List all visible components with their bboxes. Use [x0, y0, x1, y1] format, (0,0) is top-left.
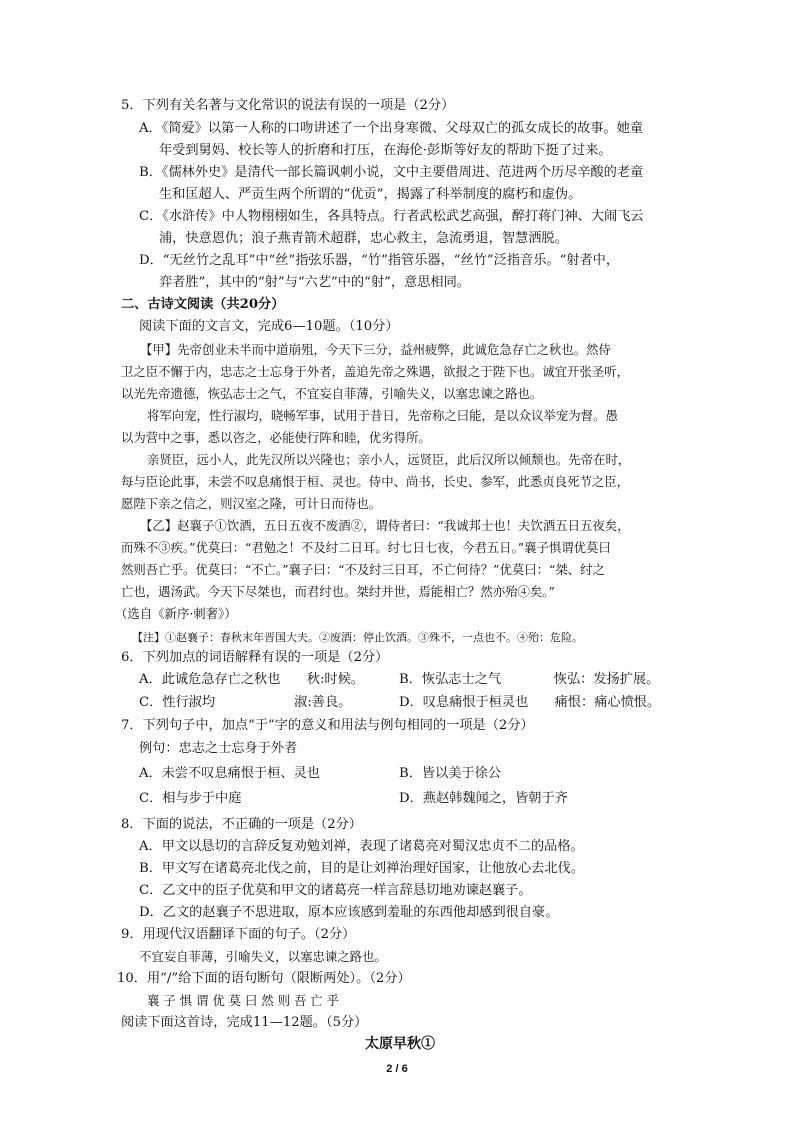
passage-yi-source: （选自《新序·刺奢》） [115, 606, 237, 621]
q7-stem: 7．下列句子中，加点“于”字的意义和用法与例句相同的一项是（2分） [121, 718, 534, 733]
q6-option-b: B．恢弘志士之气 恢弘：发扬扩展。 [399, 672, 660, 687]
q10-sentence: 襄 子 惧 谓 优 莫 曰 然 则 吾 亡 乎 [147, 993, 340, 1008]
q9-stem: 9．用现代汉语翻译下面的句子。（2分） [121, 927, 356, 942]
q9-sentence: 不宜妄自菲薄，引喻失义，以塞忠谏之路也。 [139, 949, 387, 964]
page-number: 2 / 6 [386, 1063, 408, 1075]
passage-jia-line3: 以光先帝遗德，恢弘志士之气，不宜妄自菲薄，引喻失义，以塞忠谏之路也。 [121, 386, 543, 401]
passage-jia-line2: 卫之臣不懈于内，忠志之士忘身于外者，盖追先帝之殊遇，欲报之于陛下也。诚宜开张圣听， [121, 364, 630, 379]
q8-option-b: B．甲文写在诸葛亮北伐之前，目的是让刘禅治理好国家，让他放心去北伐。 [139, 861, 584, 876]
q8-option-a: A．甲文以恳切的言辞反复劝勉刘禅，表现了诸葛亮对蜀汉忠贞不二的品格。 [139, 839, 584, 854]
q7-option-a: A．未尝不叹息痛恨于桓、灵也 [139, 766, 320, 781]
q5-option-c-line1: C．《水浒传》中人物栩栩如生，各具特点。行者武松武艺高强，醉打蒋门神、大闹飞云 [139, 209, 644, 224]
passage-yi-notes: 【注】①赵襄子：春秋末年晋国大夫。②废酒：停止饮酒。③殊不，一点也不。④殆：危险。 [132, 631, 583, 644]
passage-yi-line2: 而殊不③疾。”优莫曰：“君勉之！不及纣二日耳。纣七日七夜，今君五日。”襄子惧谓优莫曰 [121, 540, 611, 555]
passage-jia-line6: 亲贤臣，远小人，此先汉所以兴隆也；亲小人，远贤臣，此后汉所以倾颓也。先帝在时， [147, 452, 631, 467]
q8-stem: 8．下面的说法，不正确的一项是（2分） [121, 817, 362, 832]
passage-yi-line3: 然则吾亡乎。优莫曰：“不亡。”襄子曰：“不及纣三日耳，不亡何待？”优莫曰：“桀、纣之 [121, 562, 605, 577]
q7-option-c: C．相与步于中庭 [139, 791, 242, 806]
q5-option-d-line1: D．“无丝竹之乱耳”中“丝”指弦乐器，“竹”指管乐器，“丝竹”泛指音乐。“射者中， [139, 253, 620, 268]
q5-option-d-line2: 弈者胜”，其中的“射”与“六艺”中的“射”，意思相同。 [159, 275, 470, 290]
reading-intro: 阅读下面的文言文，完成6—10题。（10分） [139, 319, 399, 334]
q7-option-b: B．皆以美于徐公 [399, 766, 502, 781]
q6-option-d: D．叹息痛恨于桓灵也 痛恨：痛心愤恨。 [399, 695, 661, 710]
q7-option-d: D．燕赵韩魏闻之，皆朝于齐 [399, 791, 568, 806]
passage-jia-line4: 将军向宠，性行淑均，晓畅军事，试用于昔日，先帝称之曰能，是以众议举宠为督。愚 [147, 408, 618, 423]
passage-jia-line1: 【甲】先帝创业未半而中道崩殂，今天下三分，益州疲弊，此诚危急存亡之秋也。然侍 [140, 342, 611, 357]
q5-option-a-line1: A．《简爱》以第一人称的口吻讲述了一个出身寒微、父母双亡的孤女成长的故事。她童 [139, 121, 644, 136]
passage-jia-line7: 每与臣论此事，未尝不叹息痛恨于桓、灵也。侍中、尚书，长史、参军，此悉贞良死节之臣， [121, 474, 630, 489]
q6-option-a: A．此诚危急存亡之秋也 秋:时候。 [139, 672, 364, 687]
q5-stem: 5．下列有关名著与文化常识的说法有误的一项是（2分） [121, 98, 455, 113]
poem-intro: 阅读下面这首诗，完成11—12题。（5分） [121, 1015, 368, 1030]
passage-yi-line1: 【乙】赵襄子①饮酒，五日五夜不废酒②，谓侍者曰：“我诚邦士也！夫饮酒五日五夜矣， [140, 518, 630, 533]
q6-option-c: C．性行淑均 淑:善良。 [139, 695, 352, 710]
q5-option-b-line2: 生和匡超人、严贡生两个所谓的“优贡”，揭露了科举制度的腐朽和虚伪。 [159, 187, 582, 202]
section-title: 二、古诗文阅读（共20分） [121, 297, 285, 312]
passage-yi-line4: 亡也，遇汤武。今天下尽桀也，而君纣也。桀纣并世，焉能相亡？然亦殆④矣。” [121, 584, 555, 599]
poem-title: 太原早秋① [365, 1036, 435, 1052]
passage-jia-line8: 愿陛下亲之信之，则汉室之隆，可计日而待也。 [121, 496, 382, 511]
q10-stem: 10．用“/”给下面的语句断句（限断两处）。（2分） [117, 971, 411, 986]
q8-option-c: C．乙文中的臣子优莫和甲文的诸葛亮一样言辞恳切地劝谏赵襄子。 [139, 883, 532, 898]
passage-jia-line5: 以为营中之事，悉以咨之，必能使行阵和睦，优劣得所。 [121, 430, 431, 445]
q6-stem: 6．下列加点的词语解释有误的一项是（2分） [121, 650, 389, 665]
q8-option-d: D．乙文的赵襄子不思进取，原本应该感到羞耻的东西他却感到很自豪。 [139, 905, 559, 920]
q7-example: 例句：忠志之士忘身于外者 [139, 741, 298, 756]
q5-option-a-line2: 年受到舅妈、校长等人的折磨和打压，在海伦·彭斯等好友的帮助下挺了过来。 [159, 143, 612, 158]
q5-option-c-line2: 浦，快意恩仇；浪子燕青箭术超群，忠心救主，急流勇退，智慧洒脱。 [159, 231, 568, 246]
q5-option-b-line1: B．《儒林外史》是清代一部长篇讽刺小说，文中主要借周进、范进两个历尽辛酸的老童 [139, 165, 644, 180]
